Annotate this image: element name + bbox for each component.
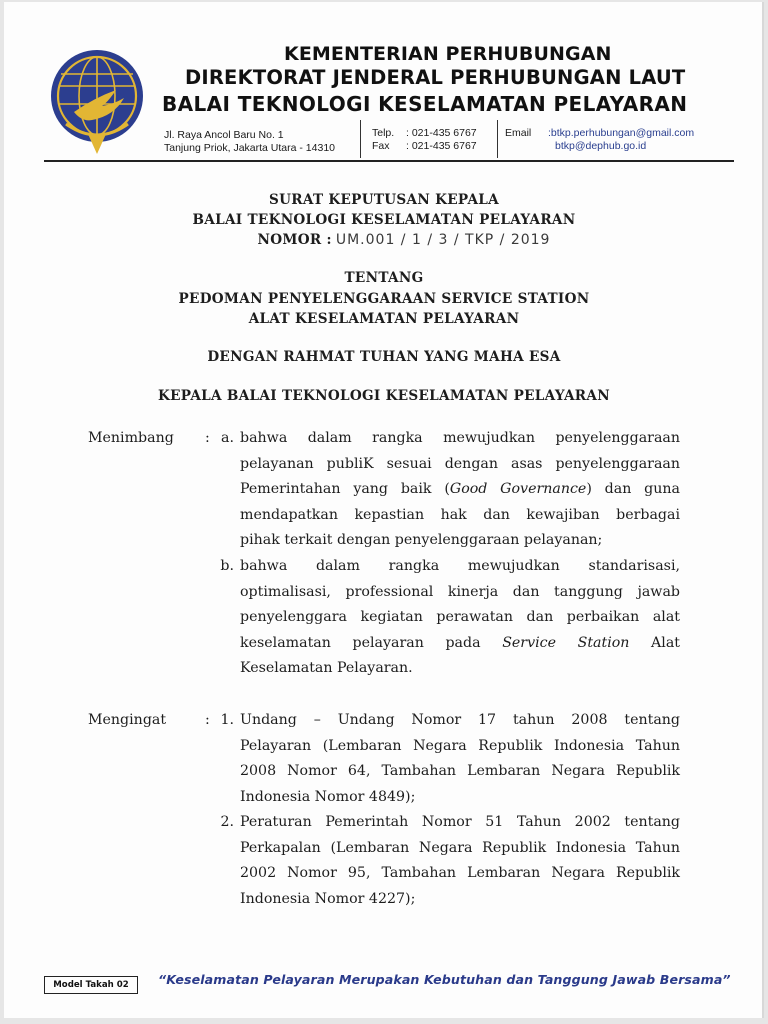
subject-line-1: PEDOMAN PENYELENGGARAAN SERVICE STATION [178,291,590,307]
text-line: mendapatkan kepastian hak dan kewajiban berbagai [240,506,680,523]
address-line-2: Tanjung Priok, Jakarta Utara - 14310 [164,142,336,154]
email-block [548,127,694,153]
text-line: Indonesia Nomor 4227); [240,890,416,907]
text-line: 2008 Nomor 64, Tambahan Lembaran Negara Republik [240,763,680,780]
item-marker: b. [220,558,234,574]
text-line: bahwa dalam rangka mewujudkan penyelenggaraan [240,430,680,446]
letterhead-divider [360,120,361,158]
footer-motto: “Keselamatan Pelayaran Merupakan Kebutuhan dan Tanggung Jawab Bersama” [158,972,731,987]
item-marker: a. [221,430,234,446]
nomor-label: NOMOR : [257,232,332,248]
blessing-line: DENGAN RAHMAT TUHAN YANG MAHA ESA [207,349,561,365]
office-name: BALAI TEKNOLOGI KESELAMATAN PELAYARAN [162,92,688,116]
subject-line-2: ALAT KESELAMATAN PELAYARAN [248,311,520,327]
email-label: Email [505,127,532,139]
document-page [4,2,764,1018]
text-line: Pelayaran (Lembaran Negara Republik Indonesia Tahun [240,737,680,754]
menimbang-colon: : [205,430,210,446]
mengingat-item-1 [240,708,680,810]
telp-value: : 021-435 6767 [406,127,477,139]
email-link-1[interactable]: :btkp.perhubungan@gmail.com [548,127,695,139]
decree-office: BALAI TEKNOLOGI KESELAMATAN PELAYARAN [192,212,576,228]
letterhead-divider [497,120,498,158]
email-link-2[interactable]: btkp@dephub.go.id [555,140,647,152]
telp-label: Telp. [372,127,395,139]
text-line: Pemerintahan yang baik (Good Governance) dan guna [240,481,680,498]
text-line: Indonesia Nomor 4849); [240,788,416,805]
menimbang-item-a [240,426,680,554]
item-marker: 1. [220,712,234,728]
mengingat-item-2 [240,810,680,912]
decree-title: SURAT KEPUTUSAN KEPALA [268,192,500,208]
ministry-emblem-icon [44,46,150,156]
ministry-name: KEMENTERIAN PERHUBUNGAN [284,43,612,65]
mengingat-label: Mengingat [88,712,167,728]
authority-line: KEPALA BALAI TEKNOLOGI KESELAMATAN PELAYARAN [158,388,610,404]
text-line: Peraturan Pemerintah Nomor 51 Tahun 2002 tentang [240,814,680,830]
phone-fax-block [372,127,477,153]
menimbang-label: Menimbang [88,430,174,446]
text-line: 2002 Nomor 95, Tambahan Lembaran Negara Republik [240,865,680,882]
office-address [164,129,335,155]
text-line: penyelenggara kegiatan perawatan dan perbaikan alat [240,609,680,626]
text-line: Perkapalan (Lembaran Negara Republik Indonesia Tahun [240,839,680,856]
fax-value: : 021-435 6767 [406,140,477,152]
model-takah-badge: Model Takah 02 [44,976,138,994]
decree-number [4,232,764,248]
nomor-value: UM.001 / 1 / 3 / TKP / 2019 [335,232,551,248]
mengingat-colon: : [205,712,210,728]
address-line-1: Jl. Raya Ancol Baru No. 1 [164,129,284,141]
text-line: pihak terkait dengan penyelenggaraan pelayanan; [240,532,603,549]
directorate-name: DIREKTORAT JENDERAL PERHUBUNGAN LAUT [185,66,686,89]
text-line: pelayanan publiK sesuai dengan asas penyelenggaraan [240,455,680,472]
text-line: optimalisasi, professional kinerja dan tanggung jawab [240,583,680,600]
letterhead-rule [44,160,734,162]
text-line: keselamatan pelayaran pada Service Station Alat [240,634,680,651]
text-line: Undang – Undang Nomor 17 tahun 2008 tentang [240,712,680,728]
fax-label: Fax [372,140,390,152]
item-marker: 2. [220,814,234,830]
tentang-heading: TENTANG [344,270,424,286]
menimbang-item-b [240,554,680,682]
text-line: Keselamatan Pelayaran. [240,660,413,677]
text-line: bahwa dalam rangka mewujudkan standarisasi, [240,558,680,574]
